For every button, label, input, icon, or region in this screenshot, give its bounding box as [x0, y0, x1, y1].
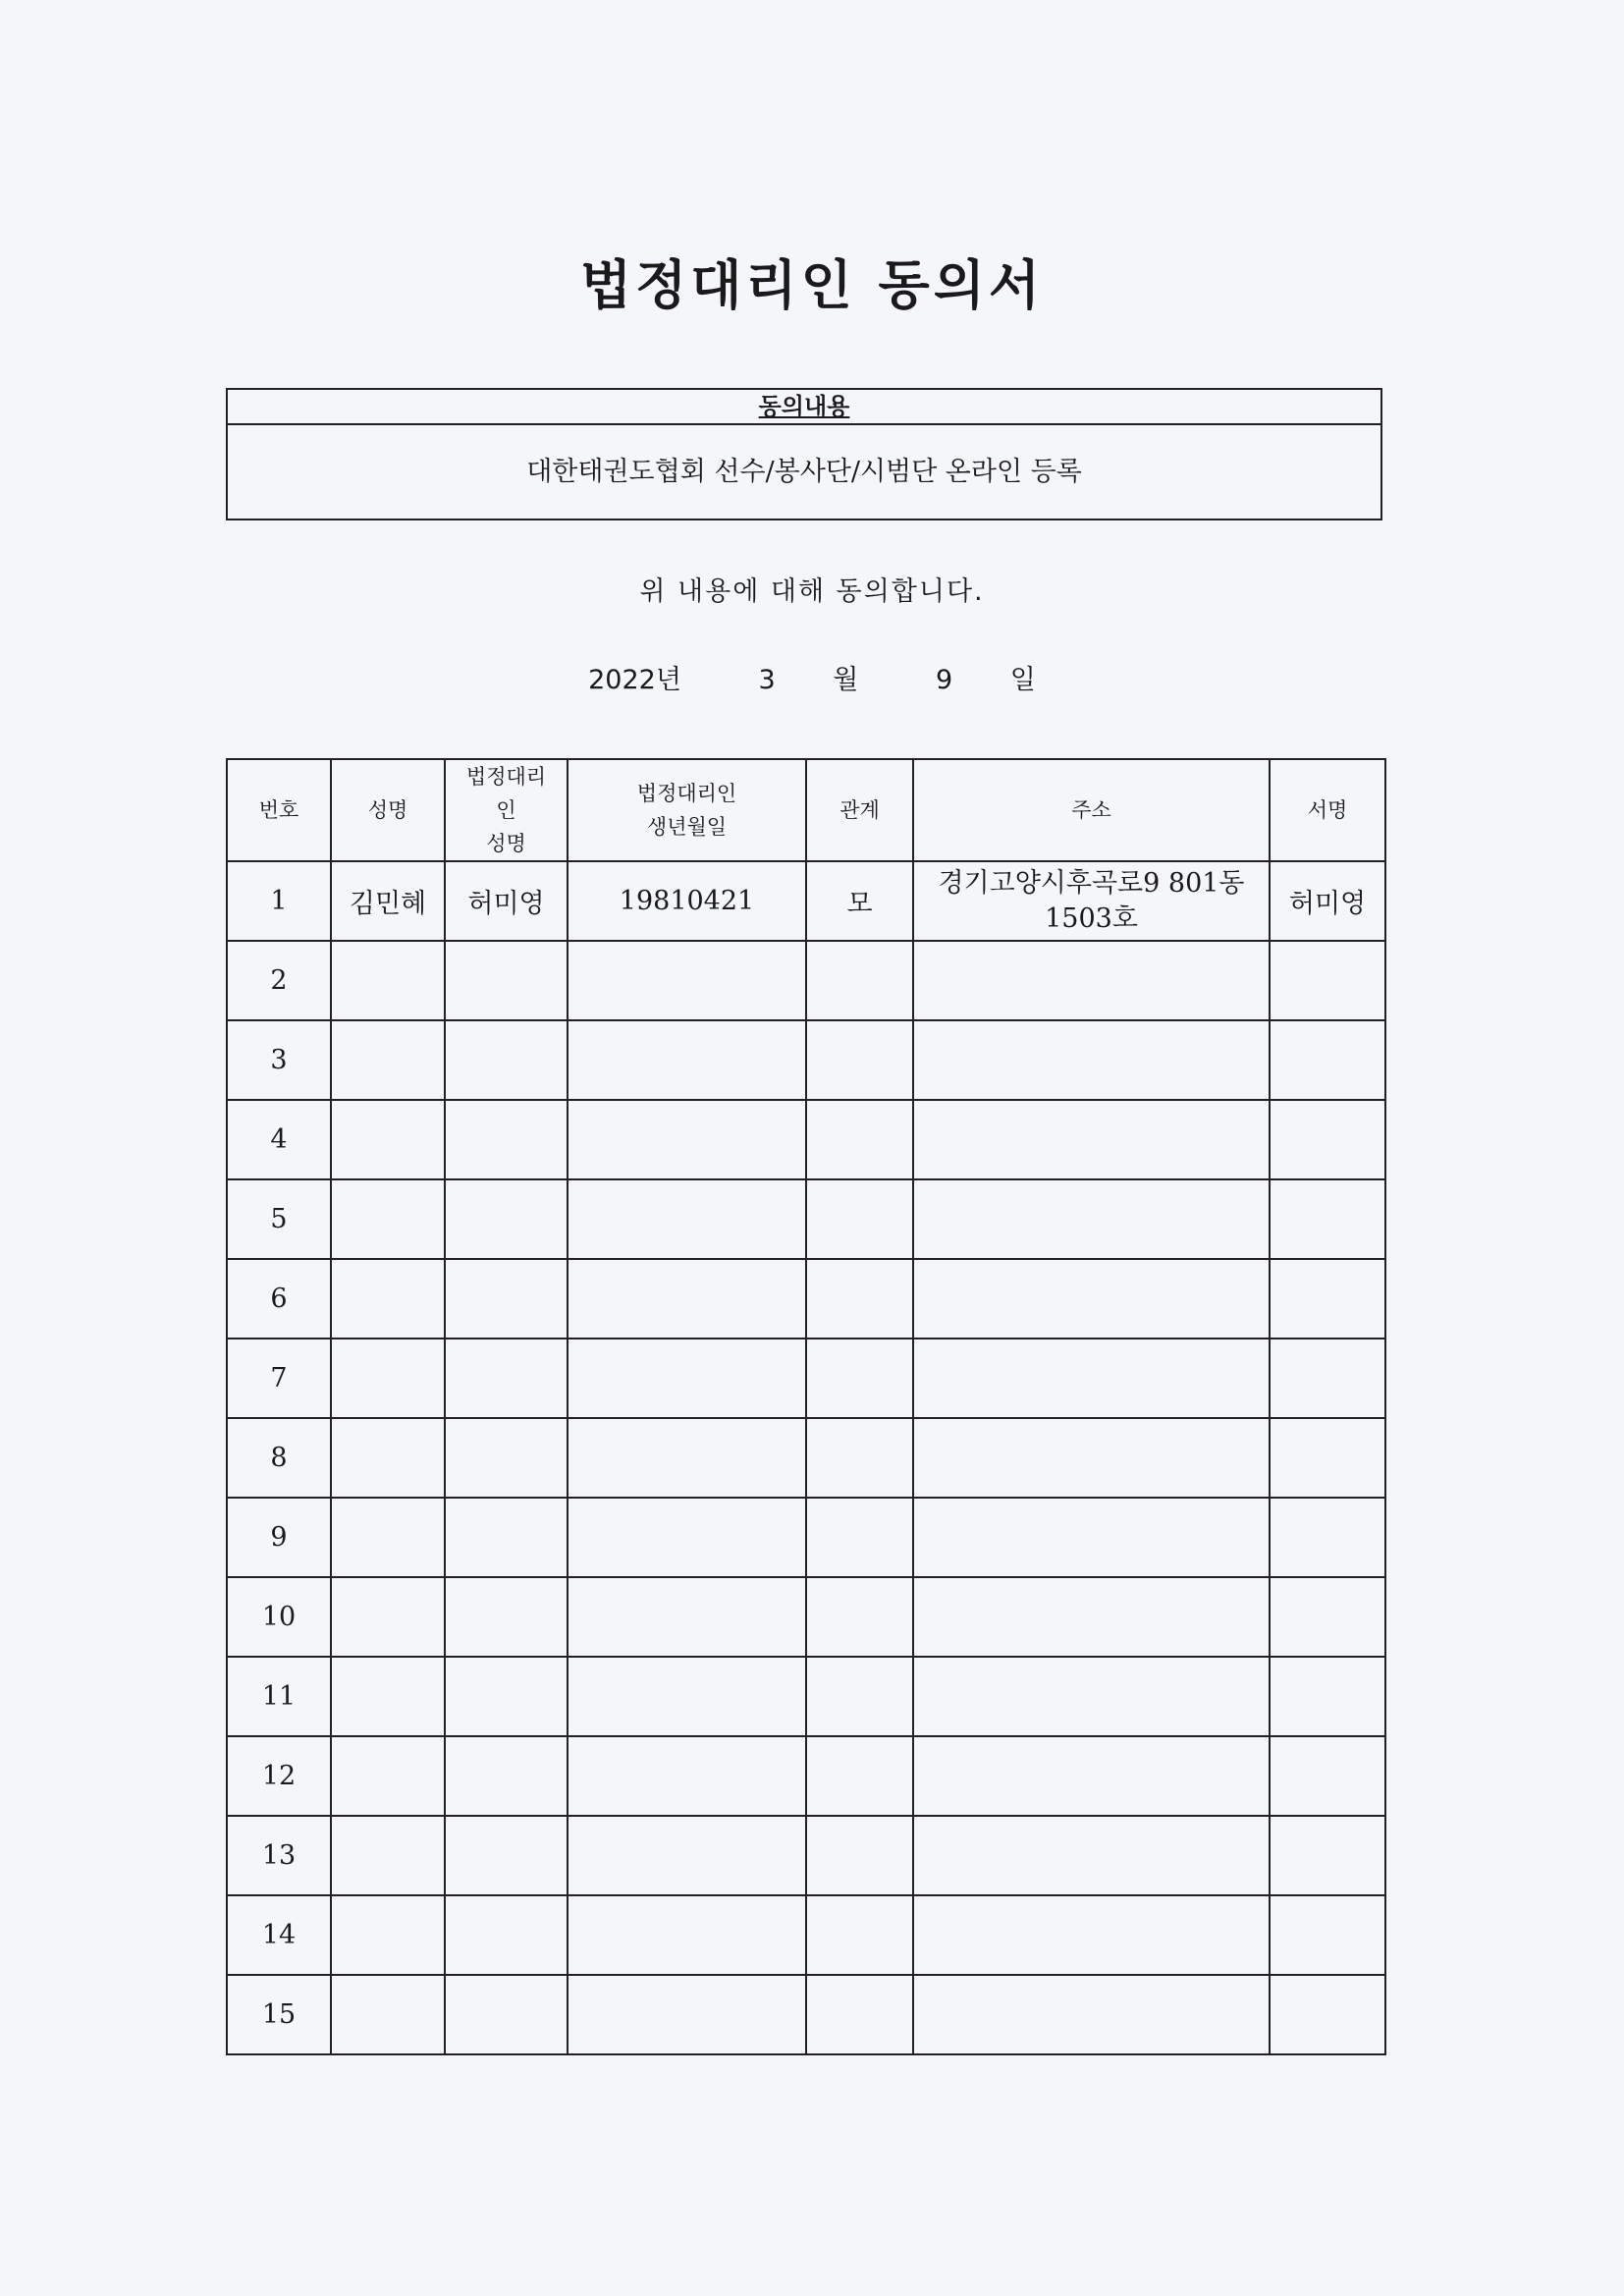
header-relation-line: 관계	[839, 798, 880, 822]
table-row	[227, 1975, 1385, 2054]
cell-no: 3	[227, 1020, 331, 1100]
cell-guardian-birth	[568, 1577, 806, 1657]
cell-signature	[1270, 1020, 1385, 1100]
table-row	[227, 1179, 1385, 1259]
cell-relation	[806, 1418, 913, 1498]
header-no	[227, 759, 331, 861]
cell-signature	[1270, 1498, 1385, 1577]
consent-content: 대한태권도협회 선수/봉사단/시범단 온라인 등록	[526, 457, 1082, 487]
cell-signature	[1270, 1100, 1385, 1179]
date-month-label: 월	[833, 665, 859, 695]
cell-name	[331, 1816, 445, 1895]
cell-no: 14	[227, 1895, 331, 1975]
header-name-line: 성명	[367, 798, 408, 822]
cell-relation	[806, 1816, 913, 1895]
cell-relation	[806, 1975, 913, 2054]
cell-address	[913, 1418, 1270, 1498]
cell-address	[913, 1179, 1270, 1259]
cell-address	[913, 1498, 1270, 1577]
cell-relation	[806, 1179, 913, 1259]
header-guardian-name-line: 성명	[486, 832, 526, 855]
cell-guardian-name	[445, 1418, 568, 1498]
cell-name	[331, 1418, 445, 1498]
date-day: 9	[935, 665, 953, 695]
header-guardian-name-line: 인	[496, 798, 516, 822]
cell-name	[331, 1498, 445, 1577]
cell-signature	[1270, 1577, 1385, 1657]
header-guardian-birth-line: 법정대리인	[636, 782, 737, 805]
consent-box	[226, 388, 1382, 520]
cell-guardian-name: 허미영	[445, 861, 568, 941]
cell-address	[913, 1895, 1270, 1975]
cell-guardian-birth	[568, 1179, 806, 1259]
cell-relation	[806, 1895, 913, 1975]
cell-guardian-name	[445, 1020, 568, 1100]
header-no-line: 번호	[258, 798, 299, 822]
cell-guardian-birth	[568, 1657, 806, 1736]
header-relation	[806, 759, 913, 861]
cell-guardian-birth	[568, 1418, 806, 1498]
header-guardian-birth-line: 생년월일	[646, 815, 728, 839]
cell-guardian-name	[445, 1498, 568, 1577]
cell-no: 10	[227, 1577, 331, 1657]
cell-address: 경기고양시후곡로9 801동 1503호	[913, 861, 1270, 941]
cell-relation	[806, 1339, 913, 1418]
cell-relation: 모	[806, 861, 913, 941]
cell-no: 7	[227, 1339, 331, 1418]
cell-name	[331, 1895, 445, 1975]
cell-name	[331, 1736, 445, 1816]
date-day-label: 일	[1009, 665, 1036, 695]
cell-no: 4	[227, 1100, 331, 1179]
header-signature	[1270, 759, 1385, 861]
cell-relation	[806, 1498, 913, 1577]
cell-name	[331, 1657, 445, 1736]
cell-address	[913, 1816, 1270, 1895]
cell-name	[331, 1577, 445, 1657]
cell-relation	[806, 1020, 913, 1100]
cell-guardian-birth: 19810421	[568, 861, 806, 941]
cell-guardian-name	[445, 1259, 568, 1339]
cell-guardian-name	[445, 1339, 568, 1418]
header-guardian-name-line: 법정대리	[465, 765, 547, 789]
table-row	[227, 1736, 1385, 1816]
cell-signature	[1270, 1657, 1385, 1736]
cell-no: 12	[227, 1736, 331, 1816]
cell-guardian-name	[445, 1577, 568, 1657]
cell-no: 2	[227, 941, 331, 1020]
table-row	[227, 1816, 1385, 1895]
cell-relation	[806, 1736, 913, 1816]
header-guardian-name	[445, 759, 568, 861]
agree-statement: 위 내용에 대해 동의합니다.	[639, 576, 985, 607]
cell-name	[331, 1975, 445, 2054]
cell-no: 9	[227, 1498, 331, 1577]
header-name	[331, 759, 445, 861]
cell-no: 11	[227, 1657, 331, 1736]
cell-guardian-birth	[568, 1975, 806, 2054]
cell-address	[913, 1736, 1270, 1816]
cell-name	[331, 1339, 445, 1418]
cell-signature	[1270, 1816, 1385, 1895]
cell-guardian-birth	[568, 1816, 806, 1895]
cell-guardian-name	[445, 1657, 568, 1736]
cell-guardian-name	[445, 1816, 568, 1895]
cell-address	[913, 1339, 1270, 1418]
cell-signature	[1270, 1339, 1385, 1418]
cell-guardian-birth	[568, 1736, 806, 1816]
cell-guardian-name	[445, 1100, 568, 1179]
table-row	[227, 1100, 1385, 1179]
cell-signature: 허미영	[1270, 861, 1385, 941]
table-row	[227, 1339, 1385, 1418]
table-row	[227, 1020, 1385, 1100]
cell-guardian-birth	[568, 941, 806, 1020]
table-row	[227, 1498, 1385, 1577]
cell-no: 13	[227, 1816, 331, 1895]
document-title: 법정대리인 동의서	[579, 254, 1045, 316]
cell-name	[331, 1100, 445, 1179]
consent-heading	[228, 390, 1380, 425]
cell-no: 15	[227, 1975, 331, 2054]
cell-name: 김민혜	[331, 861, 445, 941]
cell-relation	[806, 941, 913, 1020]
cell-no: 1	[227, 861, 331, 941]
cell-guardian-birth	[568, 1100, 806, 1179]
cell-name	[331, 1020, 445, 1100]
cell-address	[913, 1020, 1270, 1100]
cell-signature	[1270, 941, 1385, 1020]
table-row	[227, 1259, 1385, 1339]
table-row	[227, 1895, 1385, 1975]
date-month: 3	[758, 665, 776, 695]
cell-guardian-birth	[568, 1259, 806, 1339]
cell-signature	[1270, 1179, 1385, 1259]
cell-guardian-birth	[568, 1339, 806, 1418]
cell-signature	[1270, 1736, 1385, 1816]
cell-guardian-birth	[568, 1498, 806, 1577]
date-year: 2022년	[588, 665, 681, 695]
cell-no: 5	[227, 1179, 331, 1259]
cell-name	[331, 1179, 445, 1259]
cell-signature	[1270, 1975, 1385, 2054]
cell-guardian-name	[445, 1179, 568, 1259]
cell-guardian-birth	[568, 1895, 806, 1975]
cell-relation	[806, 1577, 913, 1657]
cell-signature	[1270, 1418, 1385, 1498]
cell-name	[331, 941, 445, 1020]
cell-address	[913, 941, 1270, 1020]
cell-guardian-name	[445, 941, 568, 1020]
table-row	[227, 1577, 1385, 1657]
cell-guardian-birth	[568, 1020, 806, 1100]
cell-address	[913, 1100, 1270, 1179]
cell-guardian-name	[445, 1975, 568, 2054]
cell-address	[913, 1577, 1270, 1657]
header-address	[913, 759, 1270, 861]
header-guardian-birth	[568, 759, 806, 861]
cell-address	[913, 1657, 1270, 1736]
table-header-row	[227, 759, 1385, 861]
table-row	[227, 861, 1385, 941]
cell-no: 8	[227, 1418, 331, 1498]
header-address-line: 주소	[1071, 798, 1111, 822]
cell-relation	[806, 1100, 913, 1179]
cell-address	[913, 1975, 1270, 2054]
cell-relation	[806, 1657, 913, 1736]
cell-signature	[1270, 1895, 1385, 1975]
table-body	[227, 861, 1385, 2054]
consent-heading-text: 동의내용	[758, 393, 850, 420]
cell-guardian-name	[445, 1895, 568, 1975]
date-line	[0, 658, 1624, 696]
cell-signature	[1270, 1259, 1385, 1339]
cell-no: 6	[227, 1259, 331, 1339]
table-row	[227, 941, 1385, 1020]
guardian-table	[226, 758, 1386, 2055]
cell-guardian-name	[445, 1736, 568, 1816]
cell-relation	[806, 1259, 913, 1339]
table-row	[227, 1657, 1385, 1736]
cell-name	[331, 1259, 445, 1339]
cell-address	[913, 1259, 1270, 1339]
table-row	[227, 1418, 1385, 1498]
header-signature-line: 서명	[1307, 798, 1348, 822]
